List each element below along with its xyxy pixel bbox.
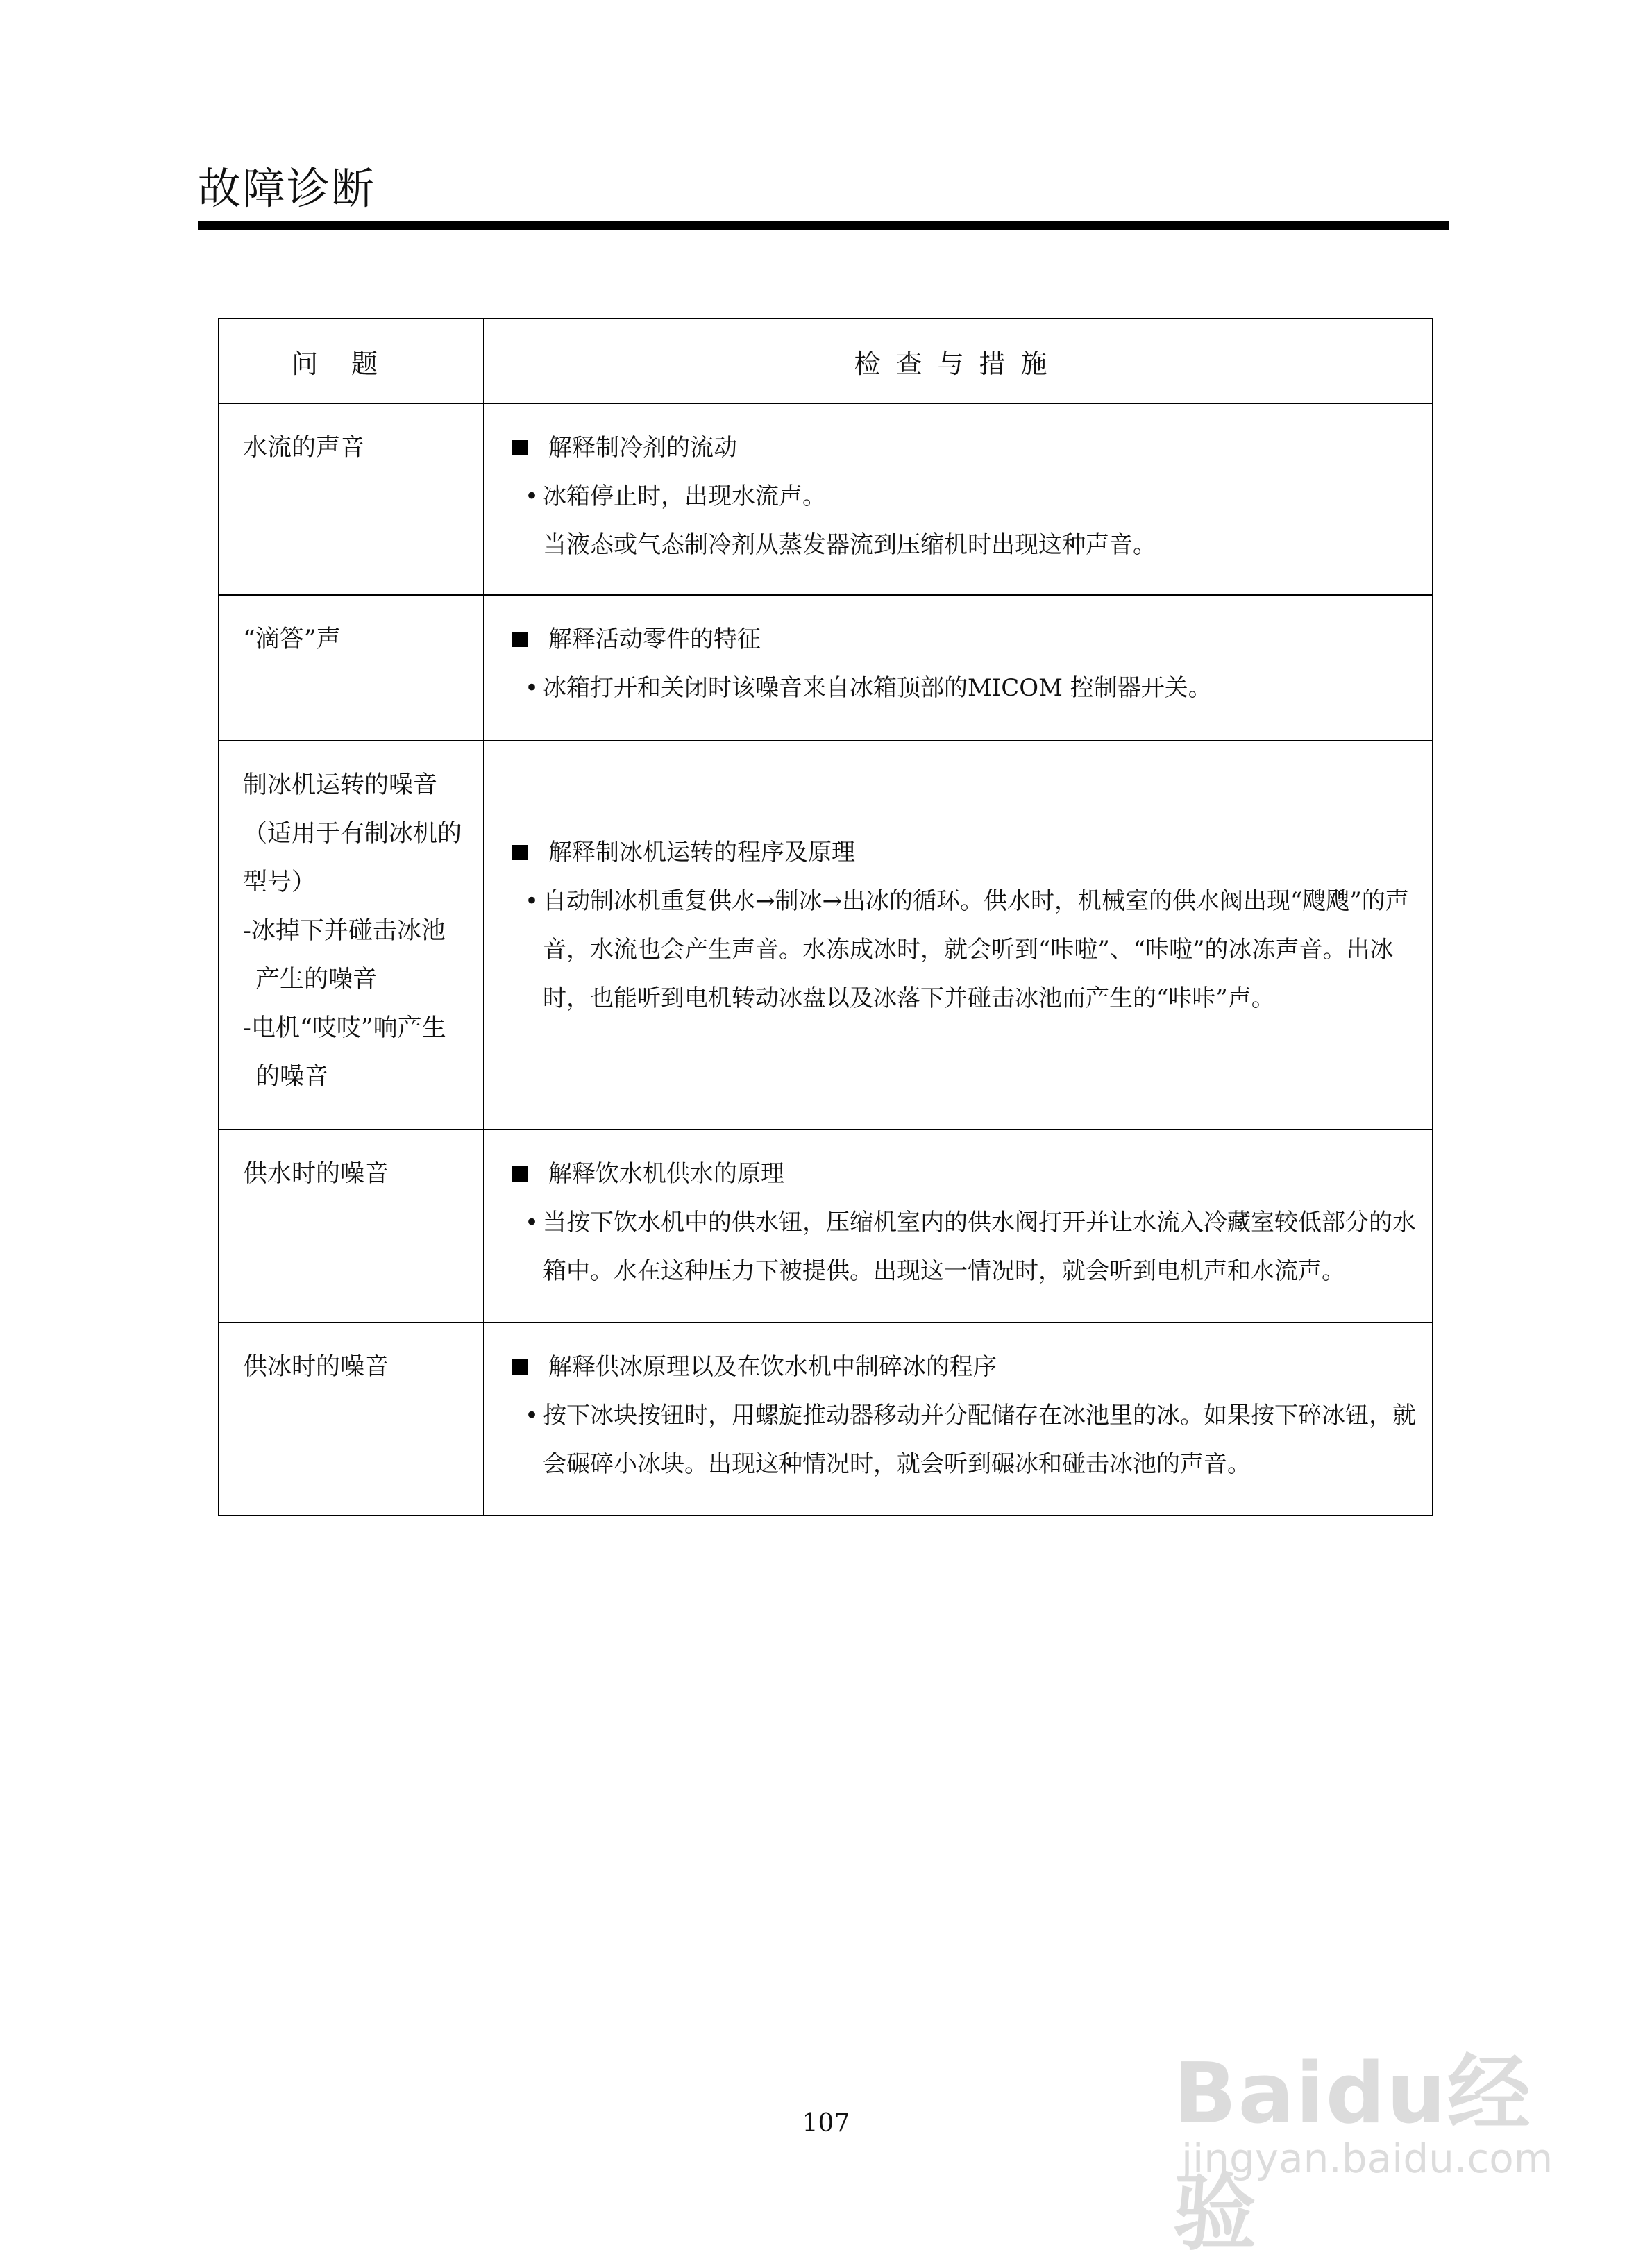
problem-text: 产生的噪音 (255, 966, 378, 993)
problem-cell (219, 595, 484, 741)
problem-text: 供水时的噪音 (243, 1160, 389, 1188)
action-cell (484, 403, 1433, 595)
action-bullet (511, 664, 1418, 712)
action-heading (511, 1343, 1418, 1391)
square-bullet-icon (512, 1359, 528, 1375)
action-cell (484, 595, 1433, 741)
square-bullet-icon (512, 440, 528, 455)
problem-text: -电机“吱吱”响产生 (243, 1014, 446, 1042)
action-extra-text: 当液态或气态制冷剂从蒸发器流到压缩机时出现这种声音。 (543, 531, 1156, 559)
action-bullet (511, 877, 1418, 1023)
action-heading-text: 解释供冰原理以及在饮水机中制碎冰的程序 (548, 1353, 997, 1381)
action-heading-text: 解释饮水机供水的原理 (548, 1160, 784, 1188)
action-bullet-text: 冰箱打开和关闭时该噪音来自冰箱顶部的MICOM 控制器开关。 (543, 674, 1212, 702)
action-bullet-text: 按下冰块按钮时，用螺旋推动器移动并分配储存在冰池里的冰。如果按下碎冰钮，就会碾碎小冰块。出现这种情况时，就会听到碾冰和碰击冰池的声音。 (543, 1402, 1416, 1478)
action-cell (484, 741, 1433, 1130)
dot-bullet-icon: • (525, 887, 539, 915)
table-row (219, 741, 1433, 1130)
problem-text: 水流的声音 (243, 434, 365, 462)
problem-text: -冰掉下并碰击冰池 (243, 917, 446, 945)
table-row (219, 595, 1433, 741)
table-header-row (219, 319, 1433, 403)
dot-bullet-icon: • (525, 674, 539, 702)
watermark-brand: Baidu经验 (1173, 2046, 1532, 2262)
problem-cell (219, 741, 484, 1130)
dot-bullet-icon: • (525, 1402, 539, 1429)
table-row (219, 1323, 1433, 1516)
action-cell (484, 1130, 1433, 1323)
header-action: 检查与措施 (484, 319, 1433, 403)
problem-cell (219, 1130, 484, 1323)
problem-text: 供冰时的噪音 (243, 1353, 389, 1381)
action-heading-text: 解释活动零件的特征 (548, 626, 761, 653)
problem-cell (219, 403, 484, 595)
square-bullet-icon (512, 845, 528, 860)
action-bullet (511, 1198, 1418, 1295)
dot-bullet-icon: • (525, 482, 539, 510)
action-heading (511, 828, 1418, 877)
page-title: 故障诊断 (198, 163, 376, 214)
problem-text: （适用于有制冰机的 (243, 820, 462, 848)
title-underline (198, 221, 1449, 230)
page-number: 107 (802, 2109, 850, 2138)
action-bullet (511, 472, 1418, 569)
watermark-url: jingyan.baidu.com (1181, 2135, 1553, 2182)
action-bullet-text: 冰箱停止时，出现水流声。 (543, 482, 826, 510)
action-heading (511, 615, 1418, 664)
action-heading-text: 解释制冰机运转的程序及原理 (548, 839, 855, 866)
action-heading (511, 423, 1418, 472)
problem-cell (219, 1323, 484, 1516)
problem-text: 的噪音 (255, 1063, 329, 1091)
square-bullet-icon (512, 632, 528, 647)
action-bullet-text: 当按下饮水机中的供水钮，压缩机室内的供水阀打开并让水流入冷藏室较低部分的水箱中。水在这种压力下被提供。出现这一情况时，就会听到电机声和水流声。 (543, 1209, 1416, 1285)
troubleshooting-table (218, 318, 1433, 1516)
square-bullet-icon (512, 1166, 528, 1182)
action-bullet-text: 自动制冰机重复供水→制冰→出冰的循环。供水时，机械室的供水阀出现“飕飕”的声音，水流也会产生声音。水冻成冰时，就会听到“咔啦”、“咔啦”的冰冻声音。出冰时，也能听到电机转动冰盘以及冰落下并碰击冰池而产生的“咔咔”声。 (543, 887, 1409, 1012)
problem-text: 型号） (243, 868, 317, 896)
action-heading-text: 解释制冷剂的流动 (548, 434, 737, 462)
problem-text: 制冰机运转的噪音 (243, 771, 438, 799)
action-cell (484, 1323, 1433, 1516)
action-heading (511, 1150, 1418, 1198)
dot-bullet-icon: • (525, 1209, 539, 1236)
header-problem: 问题 (219, 319, 484, 403)
table-row (219, 1130, 1433, 1323)
table-row (219, 403, 1433, 595)
action-bullet (511, 1391, 1418, 1488)
problem-text: “滴答”声 (243, 626, 341, 653)
baidu-watermark (1173, 1999, 1562, 2262)
